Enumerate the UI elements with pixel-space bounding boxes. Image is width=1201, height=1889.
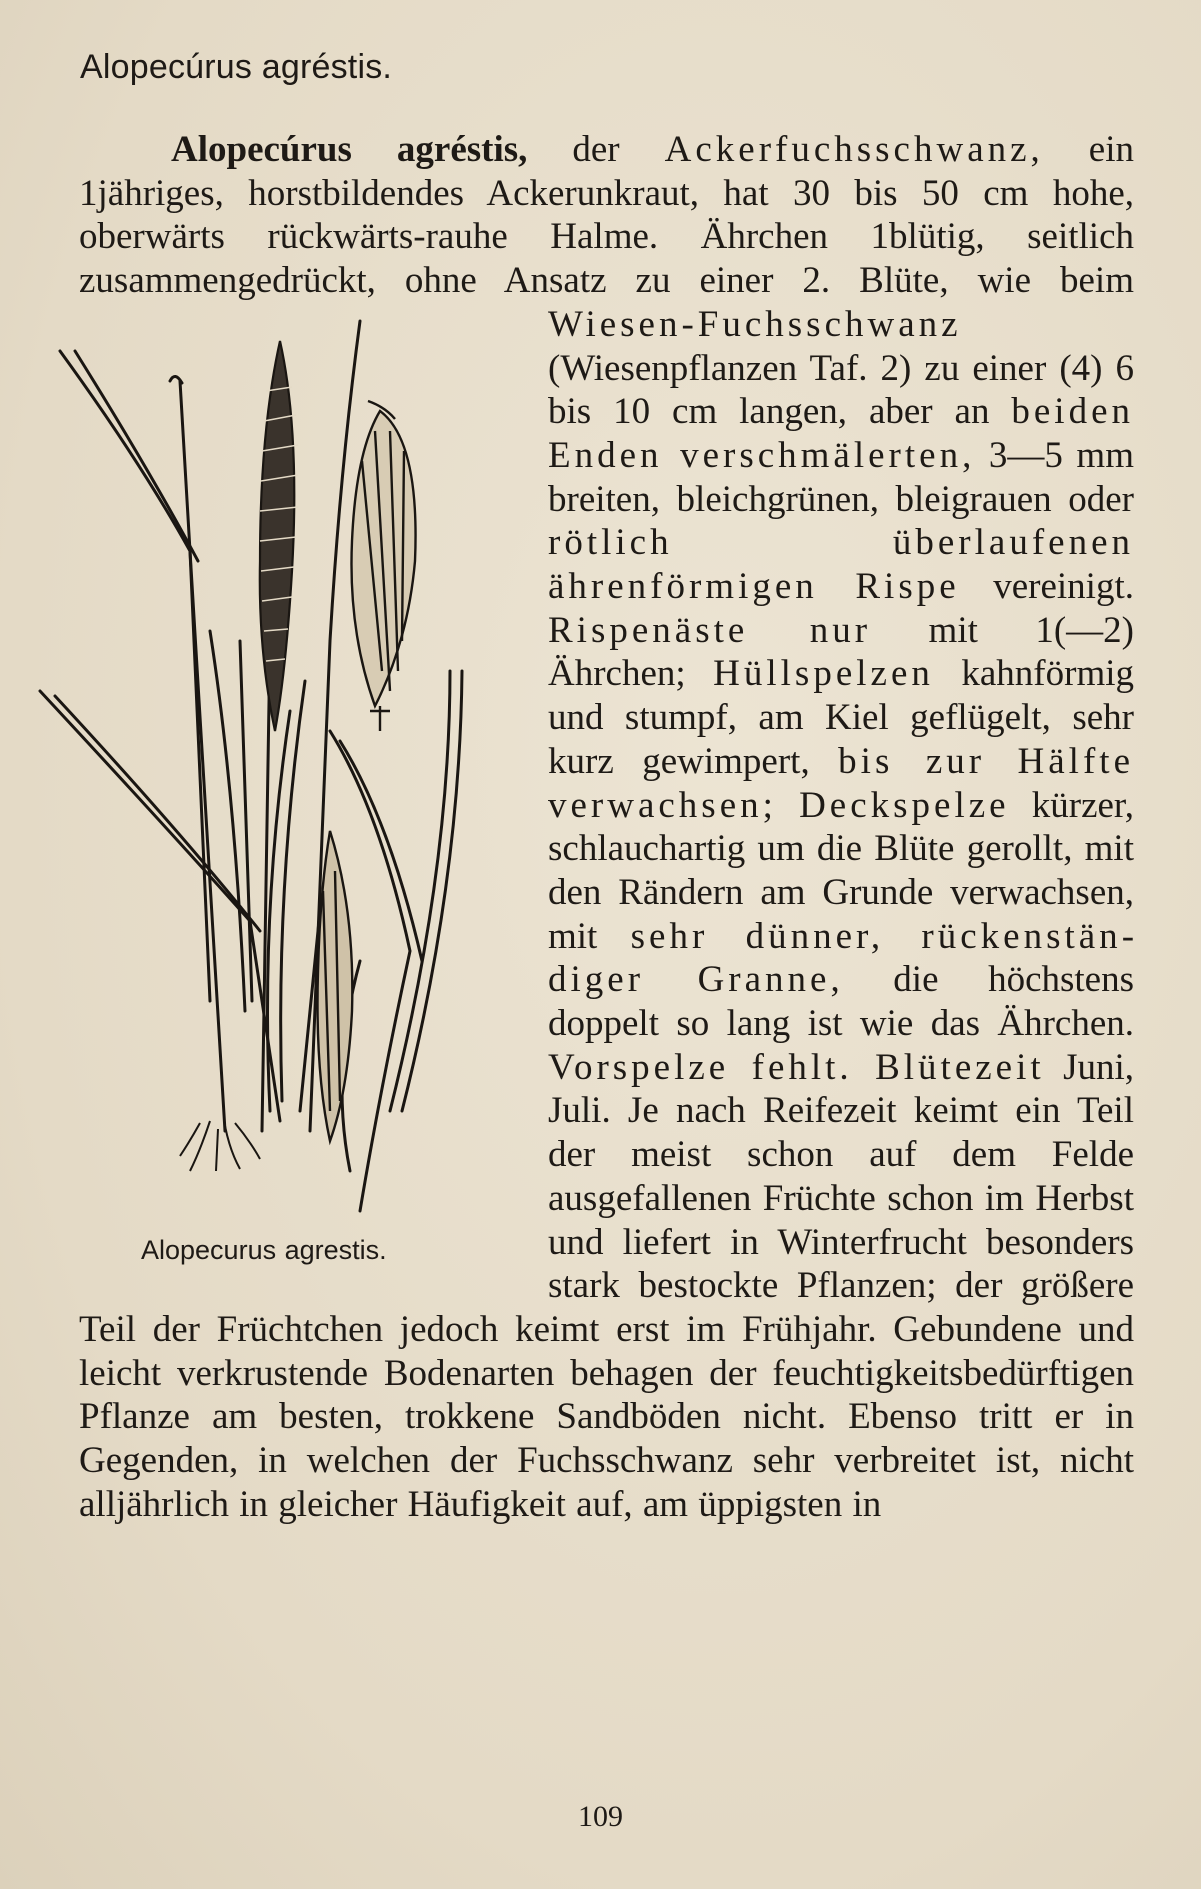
- species-name-bold: Alopecúrus agréstis,: [171, 129, 528, 170]
- plant-illustration: [0, 311, 528, 1267]
- running-head: Alopecúrus agréstis.: [80, 48, 393, 86]
- grass-drawing-icon: [30, 311, 530, 1221]
- figure-caption: Alopecurus agrestis.: [141, 1234, 387, 1265]
- body-paragraph: Alopecúrus agréstis, der Ackerfuchsschwanz, ein 1jähriges, horstbildendes Ackerunkraut, hat 30 bis 50 cm hohe, oberwärts rückwärts-rauhe Halme. Ährchen 1blütig, seitlich zusammengedrückt, ohne Ansatz zu einer 2. Blüte, wie beim Wiesen-Fuchsschwanz Alopecurus agrestis. (Wiesenpflanzen Taf. 2) zu einer (4) 6 bis 10 cm langen, aber an beiden Enden verschmälerten, 3—5 mm breiten, bleichgrünen, bleigrauen oder rötlich überlaufenen ährenförmigen Rispe vereinigt. Rispenäste nur mit 1(—2) Ährchen; Hüllspelzen kahnförmig und stumpf, am Kiel geflügelt, sehr kurz gewimpert, bis zur Hälfte verwachsen; Deckspelze kürzer, schlauchartig um die Blüte gerollt, mit den Rändern am Grunde verwachsen, mit sehr dünner, rückenständiger Granne, die höchstens doppelt so lang ist wie das Ährchen. Vorspelze fehlt. Blütezeit Juni, Juli. Je nach Reifezeit keimt ein Teil der meist schon auf dem Felde ausgefallenen Früchte schon im Herbst und liefert in Winterfrucht besonders stark bestockte Pflanzen; der größere Teil der Früchtchen jedoch keimt erst im Frühjahr. Gebundene und leicht verkrustende Bodenarten behagen der feuchtigkeitsbedürftigen Pflanze am besten, trokkene Sandböden nicht. Ebenso tritt er in Gegenden, in welchen der Fuchsschwanz sehr verbreitet ist, nicht alljährlich in gleicher Häufigkeit auf, am üppigsten in: [79, 128, 1134, 1527]
- page-number: 109: [578, 1800, 623, 1833]
